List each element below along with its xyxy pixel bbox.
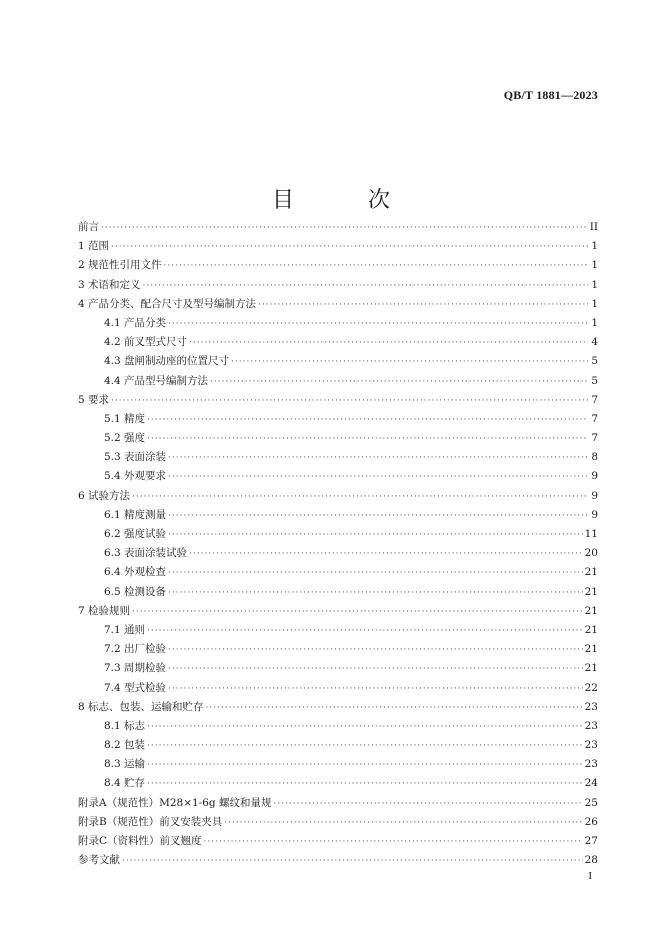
toc-leader-dots [168, 564, 583, 583]
toc-entry[interactable] [78, 736, 598, 755]
toc-entry-label: 参考文献 [78, 854, 120, 867]
toc-entry[interactable] [78, 352, 598, 371]
toc-entry[interactable] [78, 525, 598, 544]
toc-entry[interactable] [78, 448, 598, 467]
toc-entry-label: 附录C（资料性）前叉翘度 [78, 835, 202, 847]
toc-leader-dots [147, 430, 588, 449]
toc-entry[interactable] [78, 813, 598, 832]
toc-entry-page: 9 [591, 508, 598, 521]
toc-leader-dots [168, 641, 583, 660]
toc-entry[interactable] [78, 640, 598, 659]
toc-entry-page: 25 [584, 796, 598, 809]
toc-leader-dots [147, 622, 583, 641]
toc-entry-label: 4.4 产品型号编制方法 [104, 374, 209, 387]
toc-entry-label: 附录A（规范性）M28×1-6g 螺纹和量规 [78, 796, 272, 809]
toc-entry-label: 前言 [78, 221, 99, 233]
toc-entry-label: 2 规范性引用文件 [78, 259, 162, 272]
page-number: I [588, 870, 592, 882]
toc-entry-label: 7.4 型式检验 [104, 681, 167, 694]
table-of-contents [78, 218, 598, 870]
toc-entry-page: 1 [591, 259, 598, 272]
toc-entry[interactable] [78, 679, 598, 698]
toc-leader-dots [258, 296, 588, 315]
toc-entry-label: 6.5 检测设备 [104, 585, 167, 598]
toc-entry-page: 21 [584, 585, 598, 598]
toc-entry-label: 6.3 表面涂装试验 [104, 547, 188, 560]
toc-entry-label: 7.1 通则 [104, 623, 146, 636]
toc-entry-label: 4 产品分类、配合尺寸及型号编制方法 [78, 297, 257, 310]
toc-entry-page: 23 [584, 719, 598, 732]
toc-entry-page: 23 [584, 758, 598, 771]
page-title: 目 次 [271, 187, 416, 213]
toc-entry-page: 21 [584, 662, 598, 675]
toc-entry-page: II [589, 221, 598, 233]
toc-entry-page: 5 [591, 374, 598, 387]
toc-entry-label: 7 检验规则 [78, 604, 131, 617]
toc-entry-page: 26 [584, 815, 598, 828]
toc-entry[interactable] [78, 563, 598, 582]
toc-entry[interactable] [78, 391, 598, 410]
toc-entry[interactable] [78, 333, 598, 352]
toc-entry-page: 8 [591, 451, 598, 464]
toc-entry-page: 23 [584, 700, 598, 713]
toc-entry-label: 6 试验方法 [78, 489, 131, 502]
toc-leader-dots [168, 526, 583, 545]
toc-leader-dots [168, 680, 583, 699]
toc-entry-label: 6.2 强度试验 [104, 528, 167, 540]
toc-leader-dots [210, 373, 588, 392]
toc-leader-dots [111, 238, 588, 257]
toc-leader-dots [224, 814, 582, 833]
toc-leader-dots [147, 411, 588, 430]
toc-leader-dots [147, 737, 583, 756]
toc-entry-page: 20 [584, 547, 598, 560]
toc-entry[interactable] [78, 755, 598, 774]
toc-entry-label: 5.3 表面涂装 [104, 451, 167, 464]
toc-entry-label: 4.1 产品分类 [104, 316, 167, 329]
toc-entry-page: 9 [591, 489, 598, 502]
toc-leader-dots [189, 334, 588, 353]
toc-entry-label: 4.3 盘闸制动座的位置尺寸 [104, 355, 230, 368]
toc-entry-page: 1 [591, 316, 598, 329]
toc-entry-label: 5 要求 [78, 393, 110, 406]
toc-entry[interactable] [78, 237, 598, 256]
toc-entry-page: 1 [591, 240, 598, 253]
standard-code: QB/T 1881—2023 [503, 88, 598, 102]
toc-entry[interactable] [78, 295, 598, 314]
toc-leader-dots [168, 507, 588, 526]
toc-entry[interactable] [78, 774, 598, 793]
toc-entry-label: 6.4 外观检查 [104, 566, 167, 579]
toc-entry-page: 5 [591, 355, 598, 368]
toc-entry[interactable] [78, 621, 598, 640]
toc-entry-page: 1 [591, 278, 598, 291]
toc-entry[interactable] [78, 794, 598, 813]
toc-leader-dots [147, 756, 583, 775]
toc-entry-label: 1 范围 [78, 240, 110, 253]
toc-leader-dots [189, 545, 583, 564]
toc-leader-dots [168, 660, 583, 679]
toc-entry-label: 8.3 运输 [104, 758, 146, 771]
toc-entry-page: 4 [591, 336, 598, 349]
toc-leader-dots [231, 353, 588, 372]
toc-entry[interactable] [78, 429, 598, 448]
toc-leader-dots [206, 699, 583, 718]
toc-entry-label: 8.2 包装 [104, 739, 146, 752]
toc-entry[interactable] [78, 410, 598, 429]
toc-entry[interactable] [78, 832, 598, 851]
toc-entry-page: 23 [584, 739, 598, 752]
toc-entry-page: 7 [591, 432, 598, 445]
toc-entry-label: 8 标志、包装、运输和贮存 [78, 700, 204, 713]
toc-entry-label: 5.2 强度 [104, 432, 146, 445]
toc-leader-dots [101, 219, 588, 238]
toc-leader-dots [122, 852, 583, 871]
toc-leader-dots [143, 277, 588, 296]
toc-leader-dots [168, 468, 588, 487]
toc-entry-page: 11 [584, 528, 598, 540]
toc-entry-page: 21 [584, 643, 598, 656]
toc-entry-page: 22 [584, 681, 598, 694]
toc-entry[interactable] [78, 372, 598, 391]
toc-entry-page: 9 [591, 470, 598, 483]
toc-entry-label: 5.1 精度 [104, 412, 146, 425]
toc-entry-page: 21 [584, 604, 598, 617]
toc-entry-page: 24 [584, 777, 598, 790]
toc-leader-dots [204, 833, 583, 852]
toc-entry-page: 1 [591, 297, 598, 310]
toc-entry-page: 7 [591, 393, 598, 406]
toc-entry-label: 8.1 标志 [104, 719, 146, 732]
toc-entry[interactable] [78, 314, 598, 333]
toc-entry-label: 3 术语和定义 [78, 278, 141, 291]
toc-entry[interactable] [78, 256, 598, 275]
toc-entry[interactable] [78, 698, 598, 717]
toc-entry[interactable] [78, 659, 598, 678]
toc-entry-page: 28 [584, 854, 598, 867]
toc-entry-label: 4.2 前叉型式尺寸 [104, 336, 188, 349]
toc-leader-dots [164, 257, 588, 276]
toc-leader-dots [132, 488, 588, 507]
toc-leader-dots [168, 315, 588, 334]
toc-leader-dots [168, 449, 588, 468]
toc-entry[interactable] [78, 602, 598, 621]
toc-leader-dots [111, 392, 588, 411]
toc-entry-page: 21 [584, 623, 598, 636]
toc-entry[interactable] [78, 544, 598, 563]
toc-entry[interactable] [78, 218, 598, 237]
toc-entry[interactable] [78, 276, 598, 295]
toc-entry-label: 附录B（规范性）前叉安装夹具 [78, 815, 223, 828]
toc-leader-dots [273, 795, 582, 814]
toc-entry-label: 7.2 出厂检验 [104, 643, 167, 656]
toc-leader-dots [132, 603, 583, 622]
toc-entry-page: 27 [584, 835, 598, 847]
toc-entry-label: 6.1 精度测量 [104, 508, 167, 521]
toc-entry-page: 7 [591, 412, 598, 425]
toc-entry[interactable] [78, 583, 598, 602]
toc-leader-dots [147, 718, 583, 737]
toc-leader-dots [168, 584, 583, 603]
toc-entry[interactable] [78, 487, 598, 506]
toc-leader-dots [147, 775, 583, 794]
toc-entry-page: 21 [584, 566, 598, 579]
toc-entry[interactable] [78, 506, 598, 525]
toc-entry-label: 5.4 外观要求 [104, 470, 167, 483]
toc-entry[interactable] [78, 851, 598, 870]
toc-entry-label: 7.3 周期检验 [104, 662, 167, 675]
toc-entry[interactable] [78, 717, 598, 736]
toc-entry[interactable] [78, 467, 598, 486]
toc-entry-label: 8.4 贮存 [104, 777, 146, 790]
